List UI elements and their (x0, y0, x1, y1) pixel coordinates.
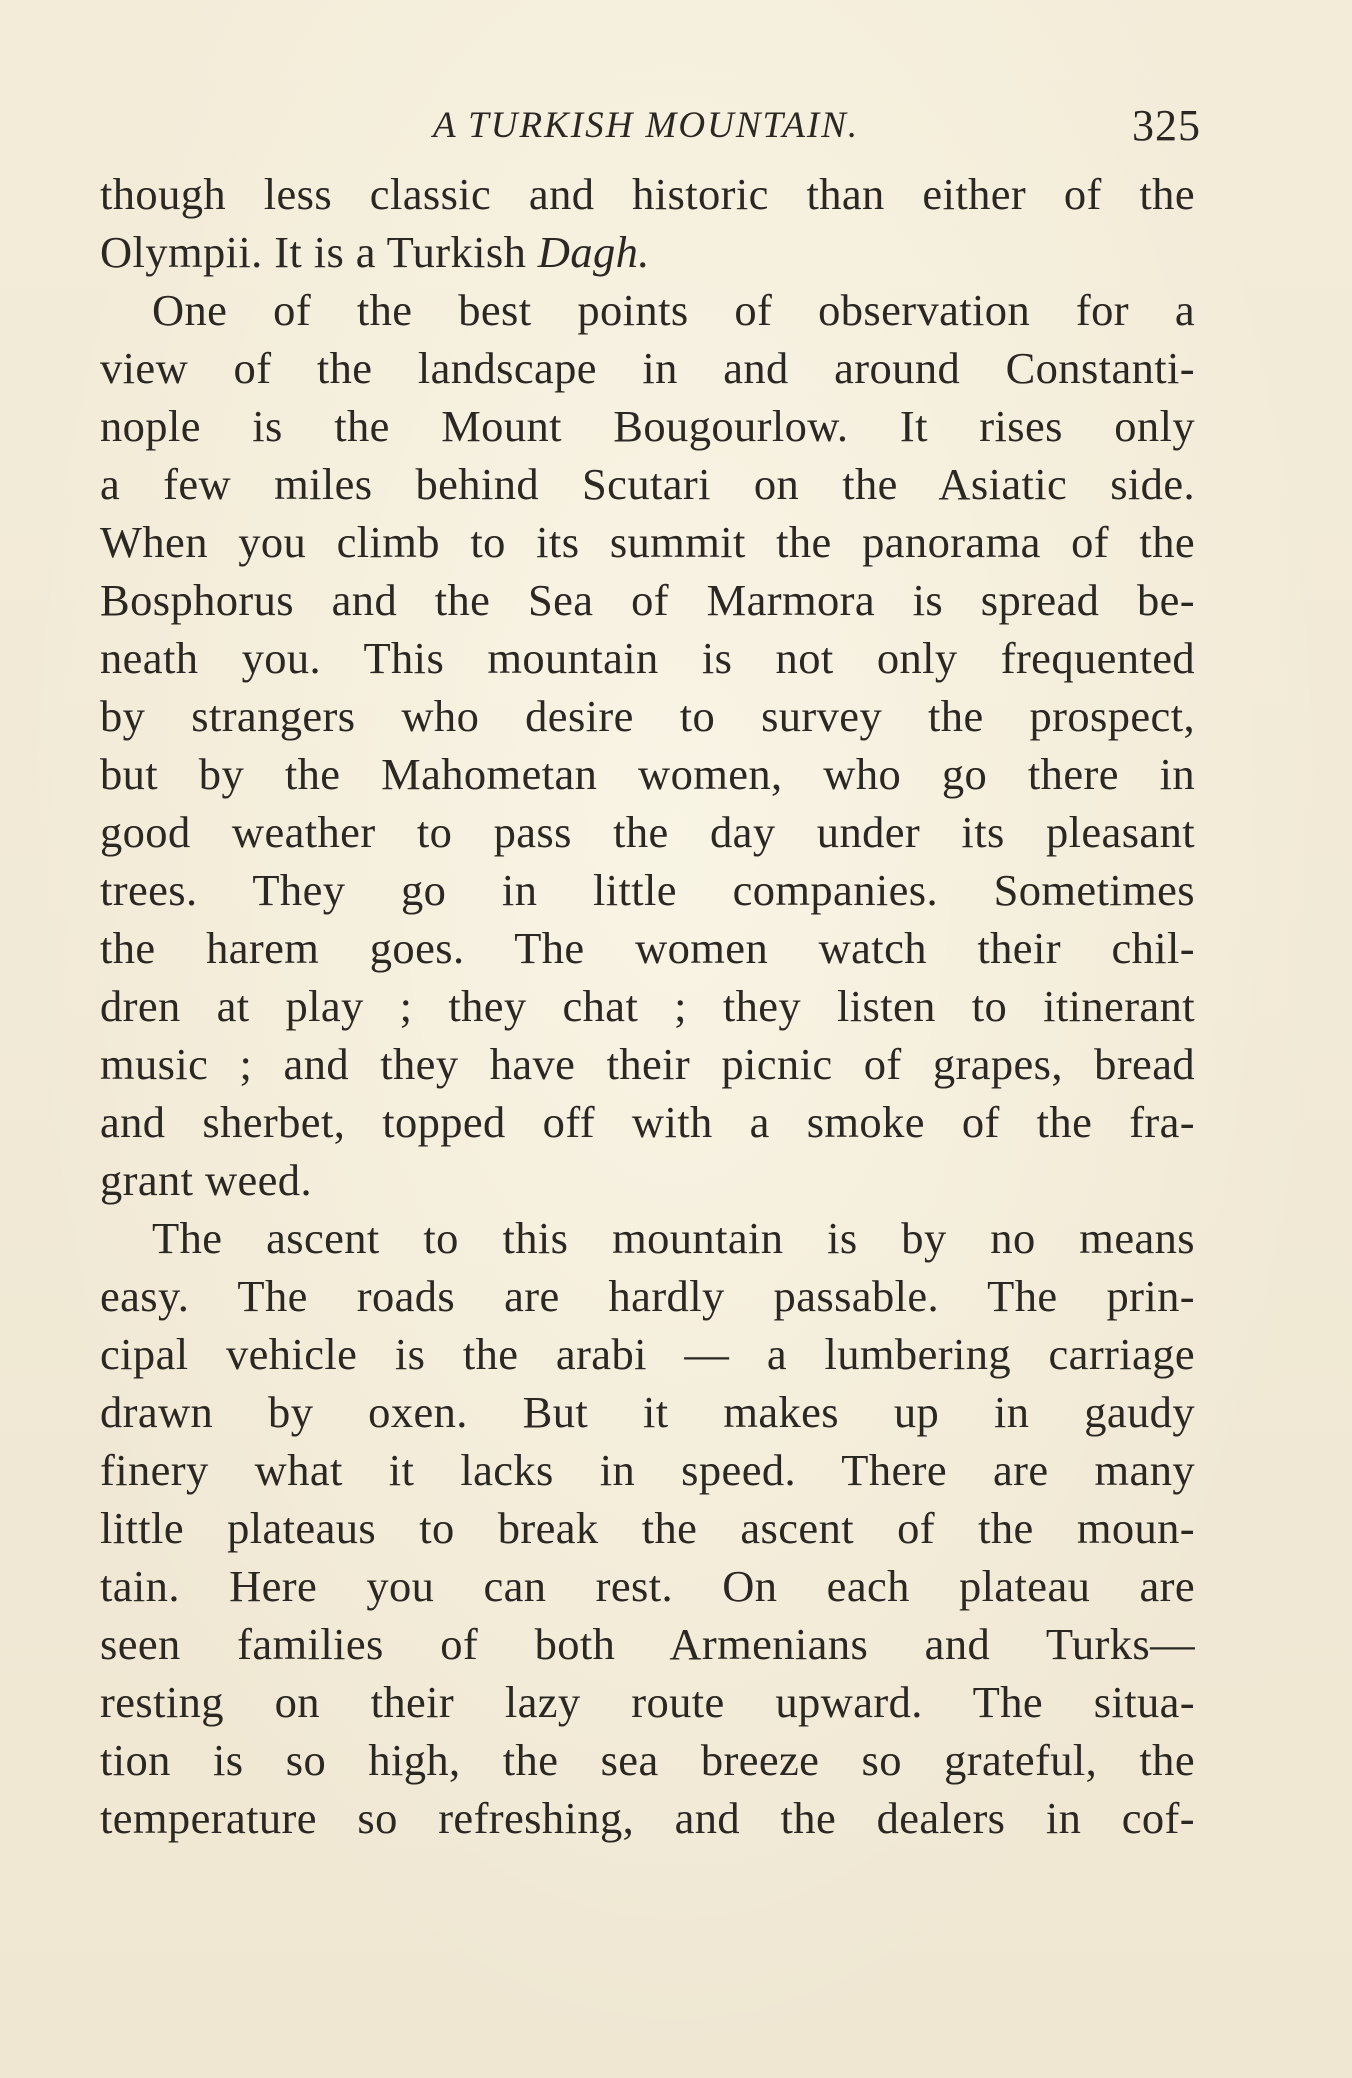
text-line: One of the best points of observation for a (152, 285, 1195, 335)
running-head-title: A TURKISH MOUNTAIN. (433, 105, 860, 146)
text-line: and sherbet, topped off with a smoke of the fra- (100, 1097, 1195, 1147)
text-line: easy. The roads are hardly passable. The prin- (100, 1271, 1195, 1321)
text-line: drawn by oxen. But it makes up in gaudy (100, 1387, 1195, 1437)
text-line: a few miles behind Scutari on the Asiatic side. (100, 459, 1195, 509)
text-line: temperature so refreshing, and the dealers in cof- (100, 1793, 1195, 1843)
text-line: Bosphorus and the Sea of Marmora is spread be- (100, 575, 1195, 625)
text-line: the harem goes. The women watch their chil- (100, 923, 1195, 973)
text-line-segment: Olympii. It is a Turkish (100, 227, 538, 277)
text-line: finery what it lacks in speed. There are many (100, 1445, 1195, 1495)
text-line: cipal vehicle is the arabi — a lumbering carriage (100, 1329, 1195, 1379)
text-line: tain. Here you can rest. On each plateau are (100, 1561, 1195, 1611)
text-line: good weather to pass the day under its pleasant (100, 807, 1195, 857)
page-number: 325 (1132, 101, 1201, 150)
text-line: dren at play ; they chat ; they listen to itinerant (100, 981, 1195, 1031)
running-head (100, 100, 1200, 150)
text-line: but by the Mahometan women, who go there in (100, 749, 1195, 799)
text-line: grant weed. (100, 1155, 312, 1205)
text-line: seen families of both Armenians and Turks— (100, 1619, 1195, 1669)
text-line: tion is so high, the sea breeze so grateful, the (100, 1735, 1195, 1785)
text-line: The ascent to this mountain is by no means (152, 1213, 1195, 1263)
text-line: nople is the Mount Bougourlow. It rises only (100, 401, 1195, 451)
text-line: by strangers who desire to survey the prospect, (100, 691, 1195, 741)
italic-word: Dagh. (537, 227, 650, 277)
text-line: though less classic and historic than either of the (100, 169, 1195, 219)
text-line: music ; and they have their picnic of grapes, bread (100, 1039, 1195, 1089)
text-line: When you climb to its summit the panorama of the (100, 517, 1195, 567)
text-line: neath you. This mountain is not only frequented (100, 633, 1195, 683)
text-line: resting on their lazy route upward. The situa- (100, 1677, 1195, 1727)
text-line: little plateaus to break the ascent of the moun- (100, 1503, 1195, 1553)
text-line: view of the landscape in and around Constanti- (100, 343, 1195, 393)
body-text (100, 165, 1195, 1847)
text-line: trees. They go in little companies. Sometimes (100, 865, 1195, 915)
text-line (100, 223, 1195, 281)
